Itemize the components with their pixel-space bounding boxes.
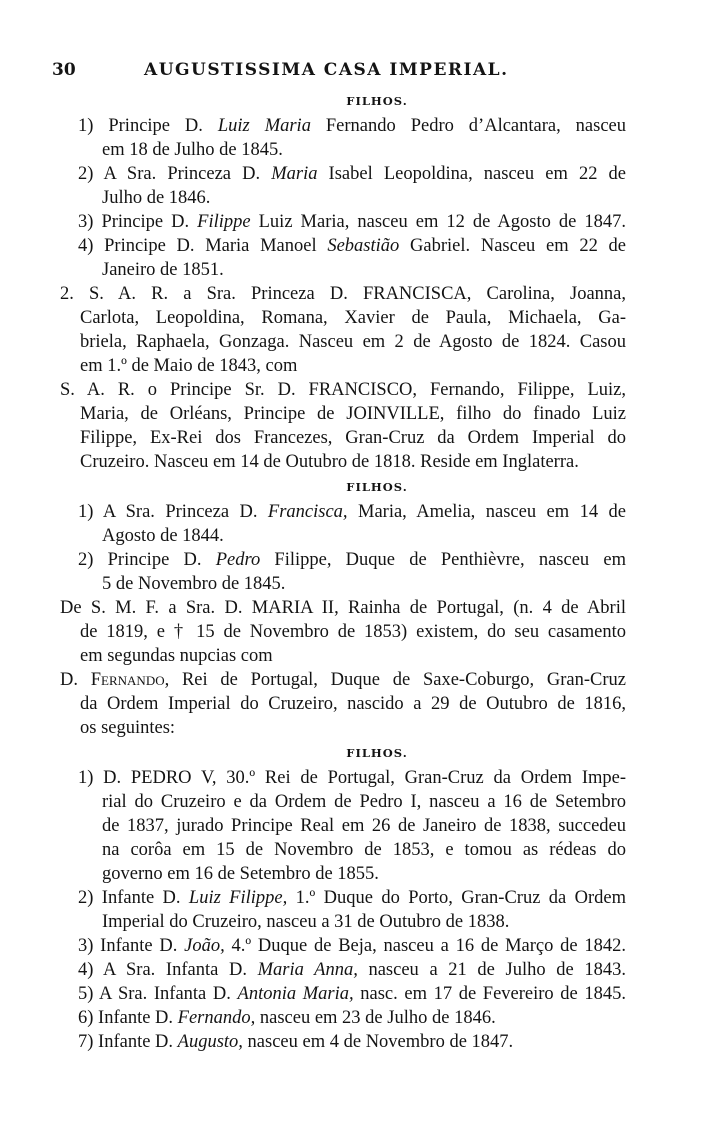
italic-name: Antonia Maria, [237,984,354,1004]
text-segment: na corôa em 15 de Novembro de 1853, e tomou as rédeas do [102,840,626,860]
text-segment: Filippe, Ex-Rei dos Francezes, Gran-Cruz da Ordem Imperial do [80,428,626,448]
text-segment: nasc. em 17 de Fevereiro de 1845. [353,984,627,1004]
text-line [102,186,626,210]
text-segment: S. A. R. o Principe Sr. D. FRANCISCO, Fernando, Filippe, Luiz, [60,380,626,400]
text-line [78,958,626,982]
text-segment: Maria, Amelia, nasceu em 14 de [347,502,626,522]
section-heading [0,740,714,766]
text-line [80,354,626,378]
text-line [102,524,626,548]
text-segment: briela, Raphaela, Gonzaga. Nasceu em 2 de Agosto de 1824. Casou [80,332,626,352]
text-segment: Janeiro de 1851. [102,260,224,280]
text-segment: nasceu em 4 de Novembro de 1847. [242,1032,514,1052]
text-segment: os seguintes: [80,718,176,738]
text-segment: Agosto de 1844. [102,526,224,546]
text-line [80,330,626,354]
italic-name: Luiz Maria [217,116,311,136]
text-segment: 4.º Duque de Beja, nasceu a 16 de Março de 1842. [224,936,627,956]
text-line [60,596,626,620]
text-segment: D. [60,670,91,690]
text-segment: 4) A Sra. Infanta D. [78,960,258,980]
text-segment: Luiz Maria, nasceu em 12 de Agosto de 1847. [250,212,626,232]
text-line [78,500,626,524]
text-line [78,886,626,910]
text-segment: 5 de Novembro de 1845. [102,574,286,594]
italic-name: Sebastião [327,236,400,256]
italic-name: Augusto, [177,1032,243,1052]
small-caps-name: Fernando [90,670,165,690]
text-line [80,620,626,644]
text-line [78,114,626,138]
text-segment: 1.º Duque do Porto, Gran-Cruz da Ordem [287,888,626,908]
text-segment: 7) Infante D. [78,1032,178,1052]
text-segment: da Ordem Imperial do Cruzeiro, nascido a 29 de Outubro de 1816, [80,694,626,714]
text-segment: em 18 de Julho de 1845. [102,140,283,160]
text-line [60,378,626,402]
text-segment: FILHOS. [346,746,408,760]
text-line [102,790,626,814]
text-segment: 4) Principe D. Maria Manoel [78,236,328,256]
text-line [78,982,626,1006]
text-line [80,716,626,740]
text-line [60,668,626,692]
text-segment: nasceu em 23 de Julho de 1846. [255,1008,496,1028]
text-segment: Julho de 1846. [102,188,211,208]
text-segment: em segundas nupcias com [80,646,273,666]
text-segment: Filippe, Duque de Penthièvre, nasceu em [260,550,626,570]
text-line [78,234,626,258]
text-line [80,426,626,450]
text-line [80,692,626,716]
text-segment: FILHOS. [346,480,408,494]
text-line [80,644,626,668]
text-line [102,838,626,862]
page-header [0,58,714,88]
text-line [78,210,626,234]
text-line [102,862,626,886]
text-line [78,1006,626,1030]
text-line [102,572,626,596]
text-segment: Imperial do Cruzeiro, nasceu a 31 de Outubro de 1838. [102,912,510,932]
text-segment: 5) A Sra. Infanta D. [78,984,238,1004]
body-text [0,88,714,1054]
text-segment: De S. M. F. a Sra. D. MARIA II, Rainha de Portugal, (n. 4 de Abril [60,598,626,618]
text-line [80,450,626,474]
text-segment: 2) Principe D. [78,550,216,570]
running-title: AUGUSTISSIMA CASA IMPERIAL. [144,60,509,80]
text-segment: 1) Principe D. [78,116,218,136]
section-heading [0,88,714,114]
text-segment: FILHOS. [346,94,408,108]
text-segment: em 1.º de Maio de 1843, com [80,356,298,376]
book-page [0,58,714,1054]
italic-name: Pedro [215,550,261,570]
text-segment: 1) D. PEDRO V, 30.º Rei de Portugal, Gran-Cruz da Ordem Impe- [78,768,626,788]
text-segment: 1) A Sra. Princeza D. [78,502,268,522]
text-segment: Fernando Pedro d’Alcantara, nasceu [310,116,626,136]
text-segment: , Rei de Portugal, Duque de Saxe-Coburgo, Gran-Cruz [164,670,626,690]
text-segment: 2) Infante D. [78,888,189,908]
text-line [102,910,626,934]
italic-name: Luiz Filippe, [188,888,288,908]
text-segment: 3) Principe D. [78,212,198,232]
text-segment: 2) A Sra. Princeza D. [78,164,272,184]
text-segment: governo em 16 de Setembro de 1855. [102,864,379,884]
italic-name: Filippe [197,212,251,232]
text-line [60,282,626,306]
italic-name: Maria [271,164,318,184]
text-line [78,162,626,186]
text-line [78,934,626,958]
text-segment: Maria, de Orléans, Principe de JOINVILLE, filho do finado Luiz [80,404,626,424]
text-segment: Gabriel. Nasceu em 22 de [399,236,627,256]
text-segment: Carlota, Leopoldina, Romana, Xavier de Paula, Michaela, Ga- [80,308,626,328]
text-line [78,548,626,572]
text-segment: de 1837, jurado Principe Real em 26 de Janeiro de 1838, succedeu [102,816,626,836]
section-heading [0,474,714,500]
page-number: 30 [52,60,76,80]
text-line [80,306,626,330]
text-line [78,1030,626,1054]
text-line [102,138,626,162]
text-segment: de 1819, e † 15 de Novembro de 1853) existem, do seu casamento [80,622,626,642]
text-line [80,402,626,426]
text-segment: Cruzeiro. Nasceu em 14 de Outubro de 1818. Reside em Inglaterra. [80,452,579,472]
text-segment: 6) Infante D. [78,1008,178,1028]
text-line [102,258,626,282]
text-segment: nasceu a 21 de Julho de 1843. [357,960,626,980]
italic-name: Francisca, [267,502,348,522]
italic-name: Fernando, [177,1008,256,1028]
text-segment: Isabel Leopoldina, nasceu em 22 de [317,164,627,184]
text-segment: 2. S. A. R. a Sra. Princeza D. FRANCISCA, Carolina, Joanna, [60,284,626,304]
text-segment: 3) Infante D. [78,936,185,956]
text-line [102,814,626,838]
italic-name: Maria Anna, [257,960,358,980]
italic-name: João, [184,936,225,956]
text-line [78,766,626,790]
text-segment: rial do Cruzeiro e da Ordem de Pedro I, nasceu a 16 de Setembro [102,792,626,812]
